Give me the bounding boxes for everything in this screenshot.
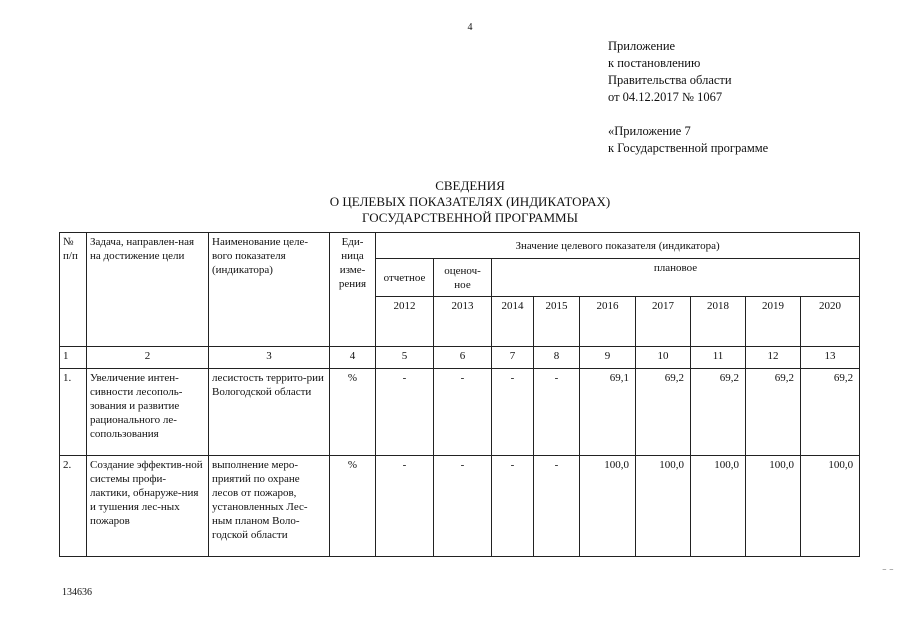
column-number: 2 (87, 347, 209, 369)
row-indicator: выполнение меро-приятий по охране лесов от пожаров, установленных Лес-ным планом Воло-годской области (209, 456, 330, 557)
annex-line: Правительства области (608, 73, 732, 87)
row-value: 69,2 (746, 369, 801, 456)
row-value: - (534, 456, 580, 557)
column-number: 4 (330, 347, 376, 369)
header-planned: плановое (492, 259, 860, 297)
header-reported: отчетное (376, 259, 434, 297)
header-num: № п/п (60, 233, 87, 347)
year-cell: 2015 (534, 297, 580, 347)
row-value: - (376, 369, 434, 456)
row-value: 100,0 (691, 456, 746, 557)
row-unit: % (330, 456, 376, 557)
row-value: - (534, 369, 580, 456)
row-indicator: лесистость террито-рии Вологодской области (209, 369, 330, 456)
header-value-group: Значение целевого показателя (индикатора) (376, 233, 860, 259)
row-task: Создание эффектив-ной системы профи-лактики, обнаруже-ния и тушения лес-ных пожаров (87, 456, 209, 557)
annex-line: к Государственной программе (608, 141, 769, 155)
row-value: - (376, 456, 434, 557)
row-value: - (434, 456, 492, 557)
year-cell: 2020 (801, 297, 860, 347)
scan-mark: ⁻ ⁻ (882, 566, 894, 576)
column-numbers-row (60, 347, 860, 369)
row-value: - (434, 369, 492, 456)
title-line: ГОСУДАРСТВЕННОЙ ПРОГРАММЫ (362, 210, 578, 225)
row-value: 69,2 (801, 369, 860, 456)
annex-line: к постановлению (608, 56, 701, 70)
year-cell: 2013 (434, 297, 492, 347)
column-number: 7 (492, 347, 534, 369)
header-task: Задача, направлен-ная на достижение цели (87, 233, 209, 347)
column-number: 13 (801, 347, 860, 369)
year-cell: 2016 (580, 297, 636, 347)
page-number: 4 (467, 22, 473, 33)
title-line: СВЕДЕНИЯ (435, 178, 505, 193)
header-estimated: оценоч-ное (434, 259, 492, 297)
row-task: Увеличение интен-сивности лесополь-зования и развитие рационального ле-сопользования (87, 369, 209, 456)
indicators-table (59, 232, 860, 557)
annex-line: от 04.12.2017 № 1067 (608, 90, 723, 104)
title-line: О ЦЕЛЕВЫХ ПОКАЗАТЕЛЯХ (ИНДИКАТОРАХ) (329, 194, 611, 209)
annex-line: Приложение (608, 39, 676, 53)
header-indicator: Наименование целе-вого показателя (индикатора) (209, 233, 330, 347)
header-unit: Еди-ница изме-рения (330, 233, 376, 347)
row-value: 100,0 (636, 456, 691, 557)
document-id: 134636 (62, 587, 92, 598)
row-value: - (492, 456, 534, 557)
row-value: 69,1 (580, 369, 636, 456)
column-number: 8 (534, 347, 580, 369)
row-value: 69,2 (636, 369, 691, 456)
annex-block (608, 38, 768, 157)
row-num: 1. (60, 369, 87, 456)
header-row (60, 233, 860, 259)
year-cell: 2019 (746, 297, 801, 347)
column-number: 1 (60, 347, 87, 369)
column-number: 10 (636, 347, 691, 369)
column-number: 9 (580, 347, 636, 369)
table-row (60, 456, 860, 557)
row-value: 69,2 (691, 369, 746, 456)
annex-line: «Приложение 7 (608, 124, 691, 138)
column-number: 11 (691, 347, 746, 369)
document-title (0, 178, 905, 226)
column-number: 12 (746, 347, 801, 369)
year-cell: 2014 (492, 297, 534, 347)
row-value: 100,0 (580, 456, 636, 557)
row-value: - (492, 369, 534, 456)
row-value: 100,0 (801, 456, 860, 557)
year-cell: 2018 (691, 297, 746, 347)
year-cell: 2017 (636, 297, 691, 347)
year-cell: 2012 (376, 297, 434, 347)
table-row (60, 369, 860, 456)
column-number: 6 (434, 347, 492, 369)
row-value: 100,0 (746, 456, 801, 557)
row-num: 2. (60, 456, 87, 557)
row-unit: % (330, 369, 376, 456)
column-number: 3 (209, 347, 330, 369)
column-number: 5 (376, 347, 434, 369)
